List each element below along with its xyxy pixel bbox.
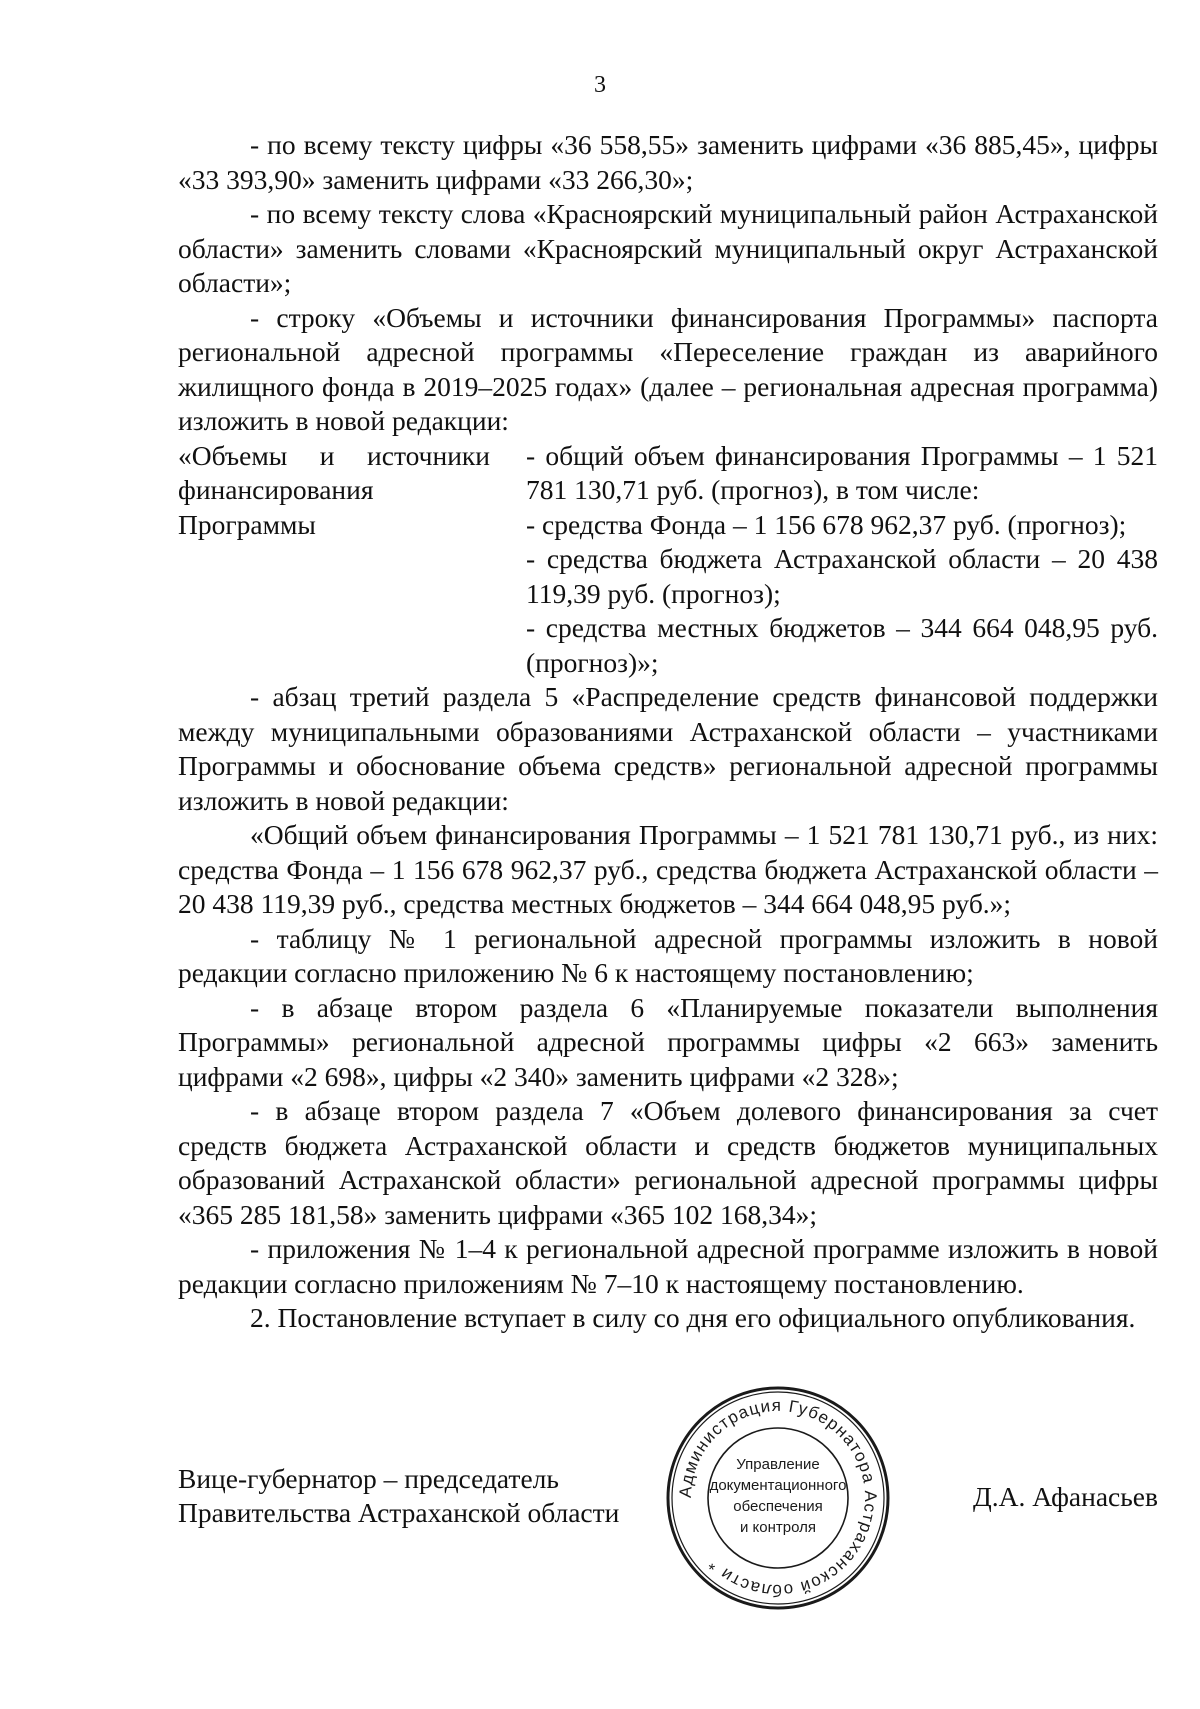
signatory-name: Д.А. Афанасьев xyxy=(973,1481,1158,1512)
signatory-position-line-2: Правительства Астраханской области xyxy=(178,1497,620,1528)
document-body xyxy=(178,128,1158,1336)
stamp-center-line-4: и контроля xyxy=(739,1519,817,1536)
paragraph-8: - в абзаце втором раздела 7 «Объем долевого финансирования за счет средств бюджета Астраханской области и средств бюджетов муниципальных образований Астраханской области» региональной адресной программы цифры «365 285 181,58» заменить цифрами «365 102 168,34»; xyxy=(178,1095,1158,1230)
passport-value-regional-budget: - средства бюджета Астраханской области – 20 438 119,39 руб. (прогноз); xyxy=(526,543,1158,609)
stamp-center-line-3: обеспечения xyxy=(733,1498,823,1515)
passport-value-total: - общий объем финансирования Программы – 1 521 781 130,71 руб. (прогноз), в том числе: xyxy=(526,439,1158,505)
stamp-ring-text: Администрация Губернатора Астраханской области * xyxy=(675,1395,881,1601)
signatory-position xyxy=(178,1462,619,1530)
page-number: 3 xyxy=(594,72,606,98)
passport-table xyxy=(178,439,1158,681)
stamp-center-line-1: Управление xyxy=(736,1456,820,1473)
paragraph-9: - приложения № 1–4 к региональной адресной программе изложить в новой редакции согласно приложениям № 7–10 к настоящему постановлению. xyxy=(178,1233,1158,1299)
passport-value-local-budgets: - средства местных бюджетов – 344 664 048,95 руб. (прогноз)»; xyxy=(526,612,1158,678)
paragraph-6: - таблицу № 1 региональной адресной программы изложить в новой редакции согласно приложению № 6 к настоящему постановлению; xyxy=(178,922,1158,988)
paragraph-5: «Общий объем финансирования Программы – 1 521 781 130,71 руб., из них: средства Фонда – 1 156 678 962,37 руб., средства бюджета Астраханской области – 20 438 119,39 руб., средства местных бюджетов – 344 664 048,95 руб.»; xyxy=(178,819,1158,919)
paragraph-2: - по всему тексту слова «Красноярский муниципальный район Астраханской области» заменить словами «Красноярский муниципальный округ Астраханской области»; xyxy=(178,198,1158,298)
passport-value-fund: - средства Фонда – 1 156 678 962,37 руб. (прогноз); xyxy=(526,508,1127,540)
official-stamp xyxy=(665,1385,891,1611)
stamp-center-line-2: документационного xyxy=(709,1477,847,1494)
paragraph-10: 2. Постановление вступает в силу со дня его официального опубликования. xyxy=(250,1302,1136,1333)
paragraph-1: - по всему тексту цифры «36 558,55» заменить цифрами «36 885,45», цифры «33 393,90» заменить цифрами «33 266,30»; xyxy=(178,129,1158,195)
passport-values xyxy=(526,439,1158,681)
signatory-position-line-1: Вице-губернатор – председатель xyxy=(178,1463,559,1494)
paragraph-3: - строку «Объемы и источники финансирования Программы» паспорта региональной адресной программы «Переселение граждан из аварийного жилищного фонда в 2019–2025 годах» (далее – региональная адресная программа) изложить в новой редакции: xyxy=(178,301,1158,436)
paragraph-4: - абзац третий раздела 5 «Распределение средств финансовой поддержки между муниципальными образованиями Астраханской области – участниками Программы и обоснование объема средств» региональной адресной программы изложить в новой редакции: xyxy=(178,681,1158,816)
paragraph-7: - в абзаце втором раздела 6 «Планируемые показатели выполнения Программы» региональной адресной программы цифры «2 663» заменить цифрами «2 698», цифры «2 340» заменить цифрами «2 328»; xyxy=(178,991,1158,1092)
passport-label: «Объемы и источники финансирования Программы xyxy=(178,439,490,540)
